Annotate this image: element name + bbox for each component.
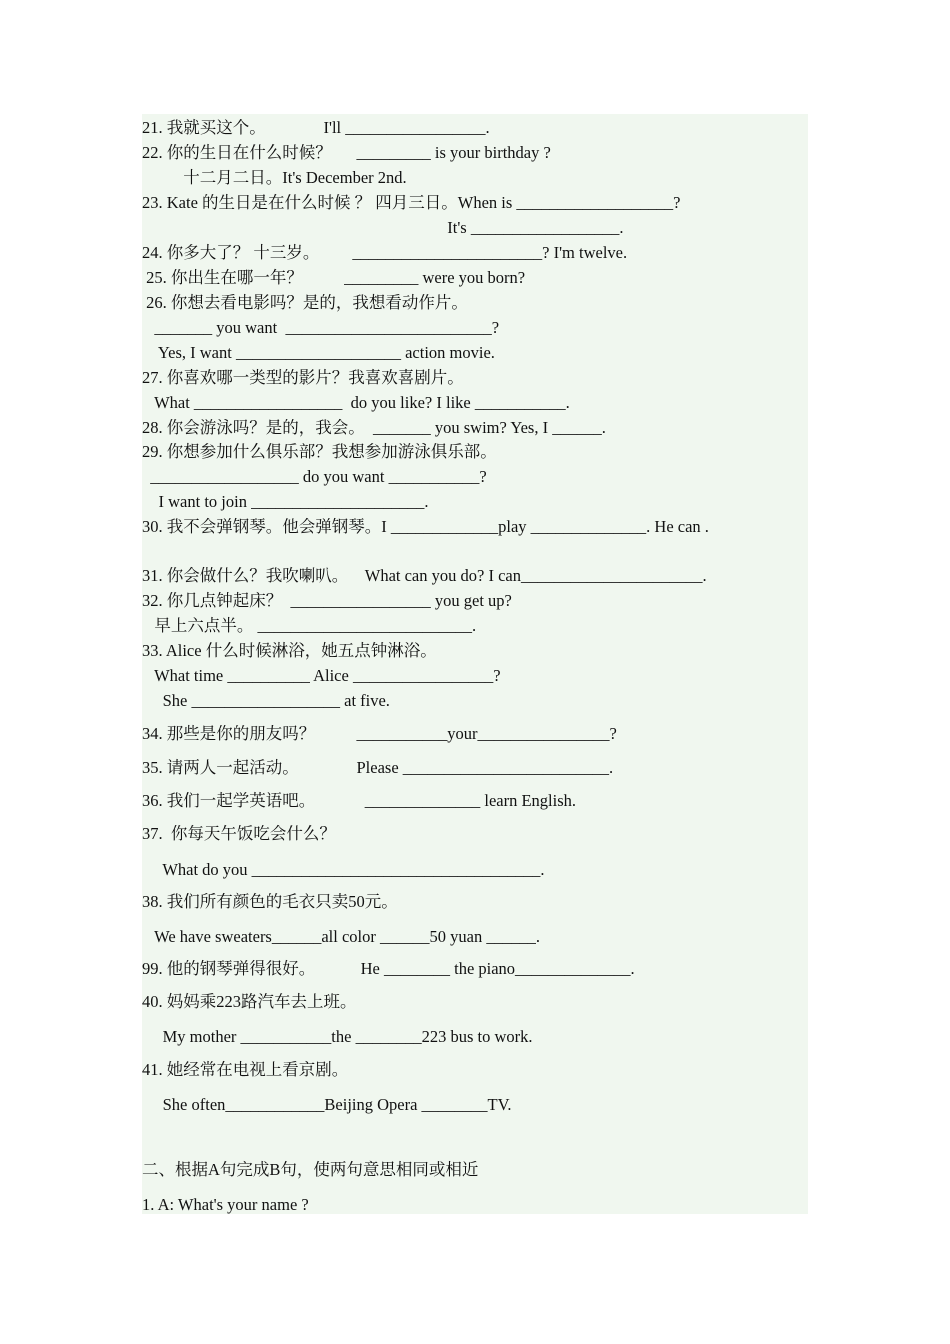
exercise-line-29-a: I want to join _____________________. xyxy=(142,492,429,511)
exercise-line-24: 24. 你多大了？ 十三岁。 _______________________? I'm twelve. xyxy=(142,243,628,262)
exercise-line-23: 23. Kate 的生日是在什么时候 ？ 四月三日。When is ___________________? xyxy=(142,193,681,212)
exercise-line-39: 99. 他的钢琴弹得很好。 He ________ the piano______________. xyxy=(142,959,635,978)
exercise-line-32-answer: 早上六点半。 __________________________. xyxy=(142,616,477,635)
exercise-line-37-answer: What do you ___________________________________. xyxy=(142,860,545,879)
exercise-line-40-answer: My mother ___________the ________223 bus to work. xyxy=(142,1027,533,1046)
exercise-line-26-q: _______ you want _________________________? xyxy=(142,318,500,337)
exercise-line-36: 36. 我们一起学英语吧。 ______________ learn English. xyxy=(142,791,577,810)
exercise-line-33-a: She __________________ at five. xyxy=(142,691,390,710)
exercise-line-27: 27. 你喜欢哪一类型的影片？我喜欢喜剧片。 xyxy=(142,368,464,387)
exercise-line-40: 40. 妈妈乘223路汽车去上班。 xyxy=(142,992,357,1011)
exercise-line-30: 30. 我不会弹钢琴。他会弹钢琴。I _____________play ______________. He can . xyxy=(142,517,709,536)
exercise-line-38: 38. 我们所有颜色的毛衣只卖50元。 xyxy=(142,892,398,911)
section2-line-1: 1. A: What's your name ? xyxy=(142,1195,309,1214)
worksheet-page xyxy=(142,114,808,1214)
exercise-line-29-q: __________________ do you want ___________? xyxy=(142,467,487,486)
exercise-line-32: 32. 你几点钟起床？ _________________ you get up? xyxy=(142,591,512,610)
exercise-line-25: 25. 你出生在哪一年？ _________ were you born? xyxy=(142,268,526,287)
exercise-line-26-a: Yes, I want ____________________ action movie. xyxy=(142,343,495,362)
exercise-line-22-answer: 十二月二日。It's December 2nd. xyxy=(142,168,407,187)
exercise-line-33: 33. Alice 什么时候淋浴，她五点钟淋浴。 xyxy=(142,641,437,660)
exercise-line-38-answer: We have sweaters______all color ______50 yuan ______. xyxy=(142,927,540,946)
exercise-line-35: 35. 请两人一起活动。 Please _________________________. xyxy=(142,758,614,777)
exercise-line-41-answer: She often____________Beijing Opera ________TV. xyxy=(142,1095,512,1114)
exercise-line-29: 29. 你想参加什么俱乐部？我想参加游泳俱乐部。 xyxy=(142,442,497,461)
exercise-line-31: 31. 你会做什么？我吹喇叭。 What can you do? I can______________________. xyxy=(142,566,707,585)
exercise-line-41: 41. 她经常在电视上看京剧。 xyxy=(142,1060,349,1079)
exercise-line-34: 34. 那些是你的朋友吗？ ___________your________________? xyxy=(142,724,617,743)
exercise-line-37: 37. 你每天午饭吃会什么？ xyxy=(142,824,336,843)
exercise-line-27-qa: What __________________ do you like? I like ___________. xyxy=(142,393,570,412)
section-heading-2: 二、根据A句完成B句，使两句意思相同或相近 xyxy=(142,1160,479,1179)
exercise-line-28: 28. 你会游泳吗？是的，我会。 _______ you swim? Yes, I ______. xyxy=(142,418,606,437)
exercise-line-26: 26. 你想去看电影吗？是的，我想看动作片。 xyxy=(142,293,468,312)
exercise-line-22: 22. 你的生日在什么时候？ _________ is your birthday ? xyxy=(142,143,551,162)
exercise-line-21: 21. 我就买这个。 I'll _________________. xyxy=(142,118,490,137)
exercise-line-23-answer: It's __________________. xyxy=(142,218,624,237)
exercise-line-33-q: What time __________ Alice _________________? xyxy=(142,666,501,685)
